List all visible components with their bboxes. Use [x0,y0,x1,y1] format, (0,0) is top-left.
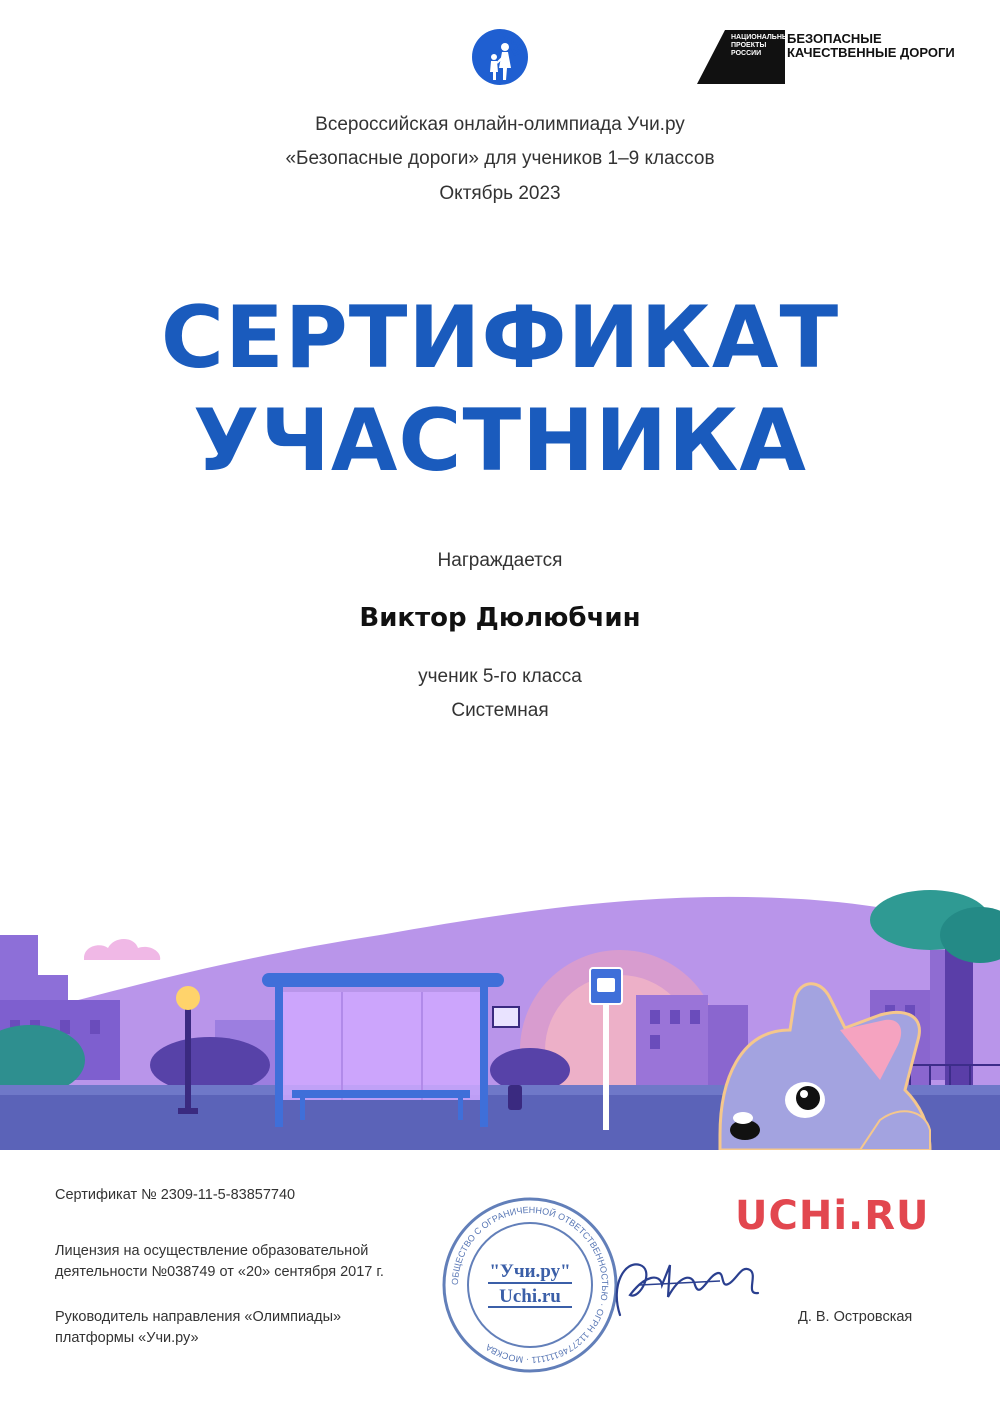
olympiad-subtitle: «Безопасные дороги» для учеников 1–9 классов [285,148,715,169]
official-stamp [440,1195,620,1375]
olympiad-date: Октябрь 2023 [439,183,561,204]
certificate-number: Сертификат № 2309-11-5-83857740 [55,1187,296,1203]
stamp-ring-text: ОБЩЕСТВО С ОГРАНИЧЕННОЙ ОТВЕТСТВЕННОСТЬЮ · ОГРН 1127746111111 · МОСКВА [449,1204,611,1366]
certificate-title-line2: УЧАСТНИКА [193,391,807,491]
partner-title-line2: КАЧЕСТВЕННЫЕ ДОРОГИ [787,45,955,60]
signatory-name: Д. В. Островская [798,1309,913,1325]
certificate-title-line1: СЕРТИФИКАТ [160,288,840,388]
recipient-grade: ученик 5-го класса [418,666,582,687]
street-illustration [0,880,1000,1150]
license-line2: деятельности №038749 от «20» сентября 2017 г. [55,1264,384,1280]
head-line2: платформы «Учи.ру» [55,1330,199,1346]
award-label: Награждается [437,550,563,571]
national-projects-small-text: НАЦИОНАЛЬНЫЕ ПРОЕКТЫ РОССИИ [731,34,794,57]
pedestrian-icon [471,28,529,86]
olympiad-name: Всероссийская онлайн-олимпиада Учи.ру [315,114,685,135]
license-line1: Лицензия на осуществление образовательной [55,1243,369,1259]
head-line1: Руководитель направления «Олимпиады» [55,1309,342,1325]
uchi-ru-logo: UCHi.RU [735,1193,930,1239]
safe-roads-logo [471,28,529,86]
partner-title-line1: БЕЗОПАСНЫЕ [787,31,882,46]
recipient-school: Системная [451,700,549,721]
national-projects-logo [697,28,977,86]
signature [600,1245,770,1330]
stamp-center-line1: "Учи.ру" [489,1261,571,1282]
recipient-name: Виктор Дюлюбчин [359,603,641,633]
stamp-center-line2: Uchi.ru [499,1286,561,1307]
